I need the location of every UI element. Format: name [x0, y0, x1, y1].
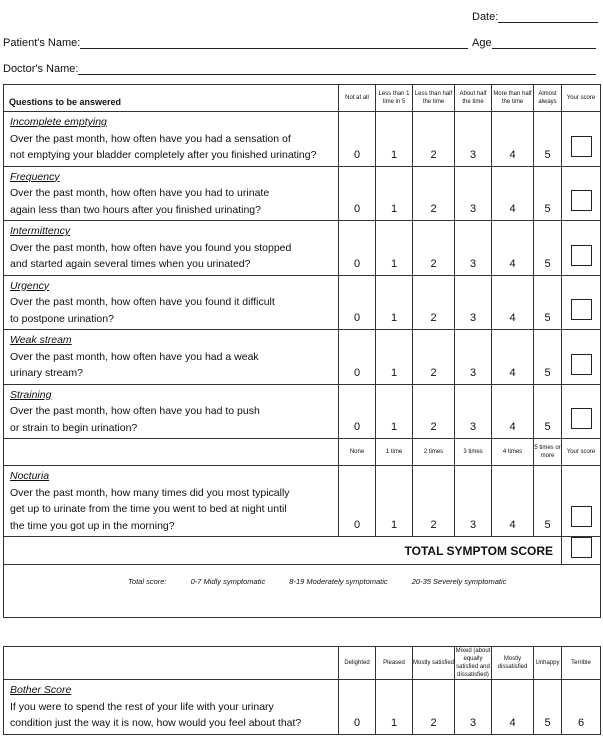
question-text: Over the past month, how many times did you most typically [10, 486, 290, 499]
score-option[interactable]: 1 [376, 384, 413, 439]
question-text: again less than two hours after you finished urinating? [10, 203, 261, 216]
col-1-time: 1 time [376, 439, 413, 466]
score-input-box[interactable] [571, 408, 592, 429]
score-option[interactable]: 5 [534, 680, 562, 735]
score-option[interactable]: 0 [339, 112, 376, 167]
col-4-times: 4 times [492, 439, 534, 466]
legend-row [4, 565, 601, 618]
patient-name-label: Patient's Name: [3, 37, 81, 49]
question-text: Over the past month, how often have you found it difficult [10, 296, 275, 308]
question-row [4, 275, 601, 330]
score-option[interactable]: 3 [455, 466, 492, 537]
score-option[interactable]: 4 [492, 384, 534, 439]
score-option[interactable]: 1 [376, 112, 413, 167]
score-option[interactable]: 5 [534, 384, 562, 439]
score-option[interactable]: 5 [534, 330, 562, 385]
nocturia-header-row [4, 439, 601, 466]
question-text: urinary stream? [10, 367, 83, 379]
score-box-cell [562, 166, 601, 221]
empty-header-cell [4, 647, 339, 680]
empty-header-cell [4, 439, 339, 466]
score-box-cell [562, 330, 601, 385]
score-option[interactable]: 2 [413, 680, 455, 735]
score-option[interactable]: 4 [492, 275, 534, 330]
question-text: not emptying your bladder completely after you finished urinating? [10, 149, 317, 161]
col-pleased: Pleased [376, 647, 413, 680]
score-option[interactable]: 2 [413, 330, 455, 385]
score-box-cell [562, 275, 601, 330]
spacer-row [4, 618, 601, 647]
score-option[interactable]: 3 [455, 221, 492, 276]
ipss-form-table [3, 84, 601, 735]
score-option[interactable]: 2 [413, 466, 455, 537]
score-option[interactable]: 1 [376, 680, 413, 735]
score-option[interactable]: 3 [455, 166, 492, 221]
question-title: Bother Score [10, 684, 72, 696]
question-title: Urgency [10, 279, 50, 292]
score-option[interactable]: 3 [455, 275, 492, 330]
score-option[interactable]: 1 [376, 275, 413, 330]
score-option[interactable]: 6 [562, 680, 601, 735]
score-option[interactable]: 4 [492, 466, 534, 537]
total-score-input-box[interactable] [571, 537, 592, 558]
score-option[interactable]: 2 [413, 275, 455, 330]
score-box-cell [562, 112, 601, 167]
score-option[interactable]: 1 [376, 466, 413, 537]
score-option[interactable]: 5 [534, 275, 562, 330]
score-option[interactable]: 3 [455, 330, 492, 385]
question-text: If you were to spend the rest of your life with your urinary [10, 700, 274, 713]
score-input-box[interactable] [571, 245, 592, 266]
col-less-than-half: Less than half the time [413, 85, 455, 112]
score-option[interactable]: 0 [339, 166, 376, 221]
col-mostly-dissatisfied: Mostly dissatisfied [492, 647, 534, 680]
question-text: Over the past month, how often have you had a sensation of [10, 132, 291, 145]
score-option[interactable]: 4 [492, 221, 534, 276]
column-header-row [4, 85, 601, 112]
question-cell [4, 166, 339, 221]
score-option[interactable]: 3 [455, 112, 492, 167]
col-none: None [339, 439, 376, 466]
col-3-times: 3 times [455, 439, 492, 466]
score-option[interactable]: 2 [413, 112, 455, 167]
question-text: or strain to begin urination? [10, 421, 138, 434]
question-text: Over the past month, how often have you had to push [10, 405, 260, 417]
col-2-times: 2 times [413, 439, 455, 466]
score-option[interactable]: 0 [339, 221, 376, 276]
score-option[interactable]: 2 [413, 384, 455, 439]
question-cell [4, 112, 339, 167]
question-title: Straining [10, 388, 52, 401]
question-text: get up to urinate from the time you went to bed at night until [10, 503, 287, 515]
question-text: to postpone urination? [10, 312, 114, 325]
bother-header-row [4, 647, 601, 680]
question-cell [4, 680, 339, 735]
col-about-half: About half the time [455, 85, 492, 112]
question-title: Frequency [10, 170, 60, 183]
score-input-box[interactable] [571, 136, 592, 157]
col-unhappy: Unhappy [534, 647, 562, 680]
score-option[interactable]: 0 [339, 384, 376, 439]
age-field[interactable] [472, 37, 596, 49]
doctor-name-label: Doctor's Name: [3, 63, 79, 75]
bother-row [4, 680, 601, 735]
question-text: the time you got up in the morning? [10, 519, 175, 532]
score-option[interactable]: 5 [534, 112, 562, 167]
score-option[interactable]: 1 [376, 166, 413, 221]
col-delighted: Delighted [339, 647, 376, 680]
score-option[interactable]: 4 [492, 680, 534, 735]
question-text: Over the past month, how often have you had a weak [10, 350, 259, 363]
question-title: Intermittency [10, 225, 71, 237]
question-text: condition just the way it is now, how would you feel about that? [10, 717, 302, 729]
score-option[interactable]: 4 [492, 330, 534, 385]
questions-header: Questions to be answered [4, 85, 339, 112]
legend-label: Total score: [128, 577, 167, 586]
legend-mild: 0-7 Midly symptomatic [190, 577, 266, 586]
score-option[interactable]: 0 [339, 275, 376, 330]
score-option[interactable]: 3 [455, 680, 492, 735]
question-text: Over the past month, how often have you found you stopped [10, 241, 292, 254]
question-cell [4, 466, 339, 537]
col-your-score: Your score [562, 85, 601, 112]
question-title: Incomplete emptying [10, 116, 107, 128]
question-text: and started again several times when you urinated? [10, 258, 251, 270]
patient-name-field[interactable] [3, 37, 468, 49]
score-option[interactable]: 1 [376, 330, 413, 385]
score-box-cell [562, 466, 601, 537]
total-symptom-score-label: TOTAL SYMPTOM SCORE [4, 537, 562, 565]
col-mostly-satisfied: Mostly satisfied [413, 647, 455, 680]
col-less-than-1-in-5: Less than 1 time in 5 [376, 85, 413, 112]
question-title: Nocturia [10, 470, 50, 482]
date-field[interactable] [472, 11, 598, 23]
doctor-name-field[interactable] [3, 63, 596, 75]
score-option[interactable]: 5 [534, 221, 562, 276]
score-option[interactable]: 0 [339, 680, 376, 735]
question-text: Over the past month, how often have you had to urinate [10, 187, 270, 199]
score-option[interactable]: 2 [413, 221, 455, 276]
score-input-box[interactable] [571, 506, 592, 527]
score-option[interactable]: 0 [339, 330, 376, 385]
question-cell [4, 330, 339, 385]
total-box-cell [562, 537, 601, 565]
question-row [4, 112, 601, 167]
question-row [4, 330, 601, 385]
question-title: Weak stream [10, 334, 72, 346]
question-cell [4, 275, 339, 330]
question-row [4, 384, 601, 439]
age-label: Age [472, 37, 492, 49]
score-box-cell [562, 221, 601, 276]
legend-moderate: 8-19 Moderately symptomatic [289, 577, 388, 586]
score-option[interactable]: 4 [492, 166, 534, 221]
score-option[interactable]: 1 [376, 221, 413, 276]
col-not-at-all: Not at all [339, 85, 376, 112]
score-option[interactable]: 4 [492, 112, 534, 167]
question-cell [4, 221, 339, 276]
total-row [4, 537, 601, 565]
score-option[interactable]: 3 [455, 384, 492, 439]
question-row [4, 166, 601, 221]
score-option[interactable]: 0 [339, 466, 376, 537]
score-option[interactable]: 2 [413, 166, 455, 221]
question-cell [4, 384, 339, 439]
col-5-or-more: 5 times or more [534, 439, 562, 466]
col-terrible: Terrible [562, 647, 601, 680]
score-input-box[interactable] [571, 299, 592, 320]
col-more-than-half: More than half the time [492, 85, 534, 112]
col-almost-always: Almost always [534, 85, 562, 112]
score-legend [4, 565, 601, 618]
score-input-box[interactable] [571, 354, 592, 375]
question-row [4, 221, 601, 276]
date-label: Date: [472, 11, 499, 23]
score-option[interactable]: 5 [534, 166, 562, 221]
score-option[interactable]: 5 [534, 466, 562, 537]
col-mixed: Mixed (about equally satisfied and dissatisfied) [455, 648, 491, 678]
score-box-cell [562, 384, 601, 439]
score-input-box[interactable] [571, 190, 592, 211]
nocturia-row [4, 466, 601, 537]
col-your-score: Your score [562, 439, 601, 466]
legend-severe: 20-35 Severely symptomatic [411, 577, 507, 586]
